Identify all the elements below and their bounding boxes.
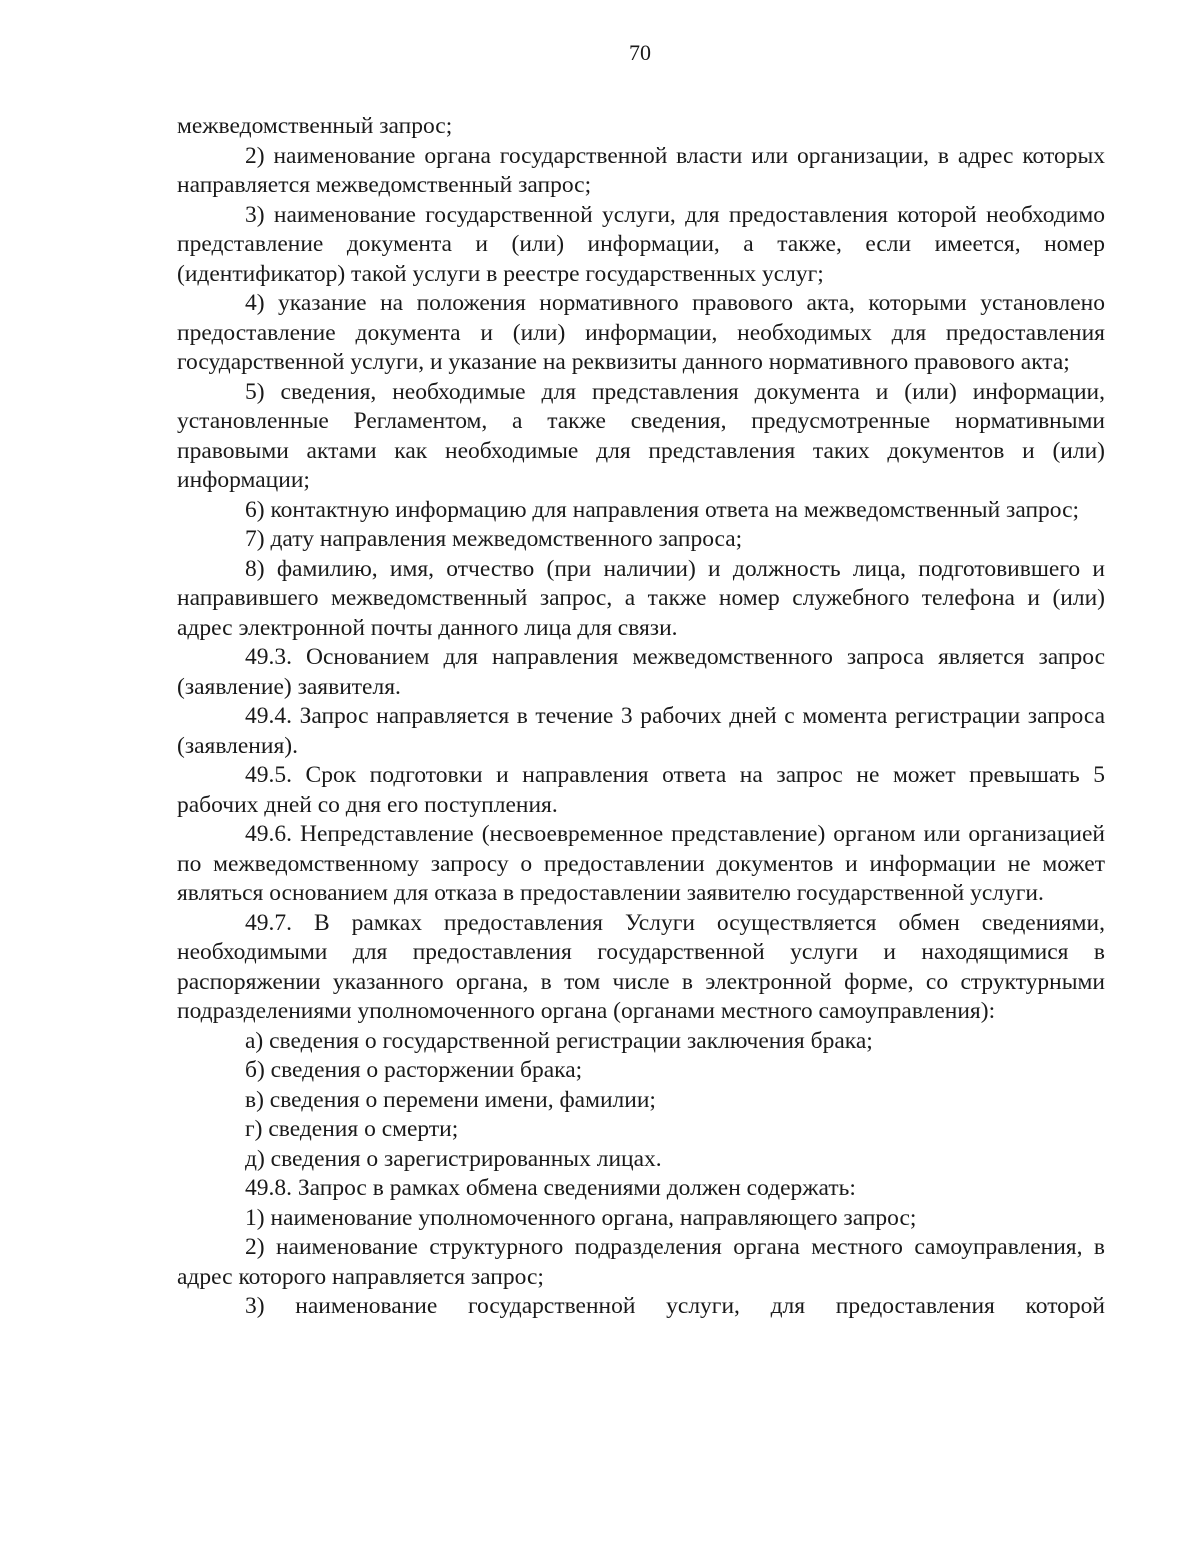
list-item-d: д) сведения о зарегистрированных лицах. [245, 1145, 662, 1172]
paragraph-49-4: 49.4. Запрос направляется в течение 3 рабочих дней с момента регистрации запроса (заявления). [177, 703, 1105, 759]
paragraph-49-8-item-2: 2) наименование структурного подразделения органа местного самоуправления, в адрес которого направляется запрос; [177, 1234, 1105, 1290]
paragraph-item-8-official: 8) фамилию, имя, отчество (при наличии) и должность лица, подготовившего и направившего межведомственный запрос, а также номер служебного телефона и (или) адрес электронной почты данного лица для связи. [177, 555, 1105, 641]
list-item-g: г) сведения о смерти; [245, 1116, 459, 1142]
paragraph-item-7-date: 7) дату направления межведомственного запроса; [245, 526, 743, 552]
paragraph-item-4-legal-act: 4) указание на положения нормативного правового акта, которыми установлено предоставление документа и (или) информации, необходимых для предоставления государственной услуги, и указание на реквизиты данного нормативного правового акта; [177, 290, 1105, 375]
list-item-b: б) сведения о расторжении брака; [245, 1057, 583, 1083]
paragraph-item-6-contact-info: 6) контактную информацию для направления ответа на межведомственный запрос; [245, 496, 1080, 523]
paragraph-item-2-authority: 2) наименование органа государственной власти или организации, в адрес которых направляется межведомственный запрос; [177, 142, 1105, 198]
paragraph-49-5: 49.5. Срок подготовки и направления ответа на запрос не может превышать 5 рабочих дней со дня его поступления. [177, 762, 1105, 818]
paragraph-continuation: межведомственный запрос; [177, 113, 453, 139]
paragraph-49-8: 49.8. Запрос в рамках обмена сведениями должен содержать: [245, 1175, 856, 1201]
list-item-a: а) сведения о государственной регистрации заключения брака; [245, 1027, 873, 1054]
paragraph-item-5-required-info: 5) сведения, необходимые для представления документа и (или) информации, установленные Регламентом, а также сведения, предусмотренные нормативными правовыми актами как необходимые для представления таких документов и (или) информации; [177, 378, 1105, 493]
paragraph-49-8-item-1: 1) наименование уполномоченного органа, направляющего запрос; [245, 1204, 917, 1231]
paragraph-49-7: 49.7. В рамках предоставления Услуги осуществляется обмен сведениями, необходимыми для предоставления государственной услуги и находящимися в распоряжении указанного органа, в том числе в электронной форме, со структурными подразделениями уполномоченного органа (органами местного самоуправления): [177, 909, 1105, 1024]
page-number: 70 [629, 40, 651, 65]
paragraph-49-6: 49.6. Непредставление (несвоевременное представление) органом или организацией по межведомственному запросу о предоставлении документов и информации не может являться основанием для отказа в предоставлении заявителю государственной услуги. [177, 821, 1105, 906]
paragraph-49-8-item-3: 3) наименование государственной услуги, для предоставления которой [245, 1293, 1105, 1319]
paragraph-item-3-service-name: 3) наименование государственной услуги, для предоставления которой необходимо представление документа и (или) информации, а также, если имеется, номер (идентификатор) такой услуги в реестре государственных услуг; [177, 201, 1105, 287]
list-item-v: в) сведения о перемени имени, фамилии; [245, 1086, 656, 1113]
paragraph-49-3: 49.3. Основанием для направления межведомственного запроса является запрос (заявление) заявителя. [177, 644, 1105, 700]
document-body [177, 112, 1105, 1322]
